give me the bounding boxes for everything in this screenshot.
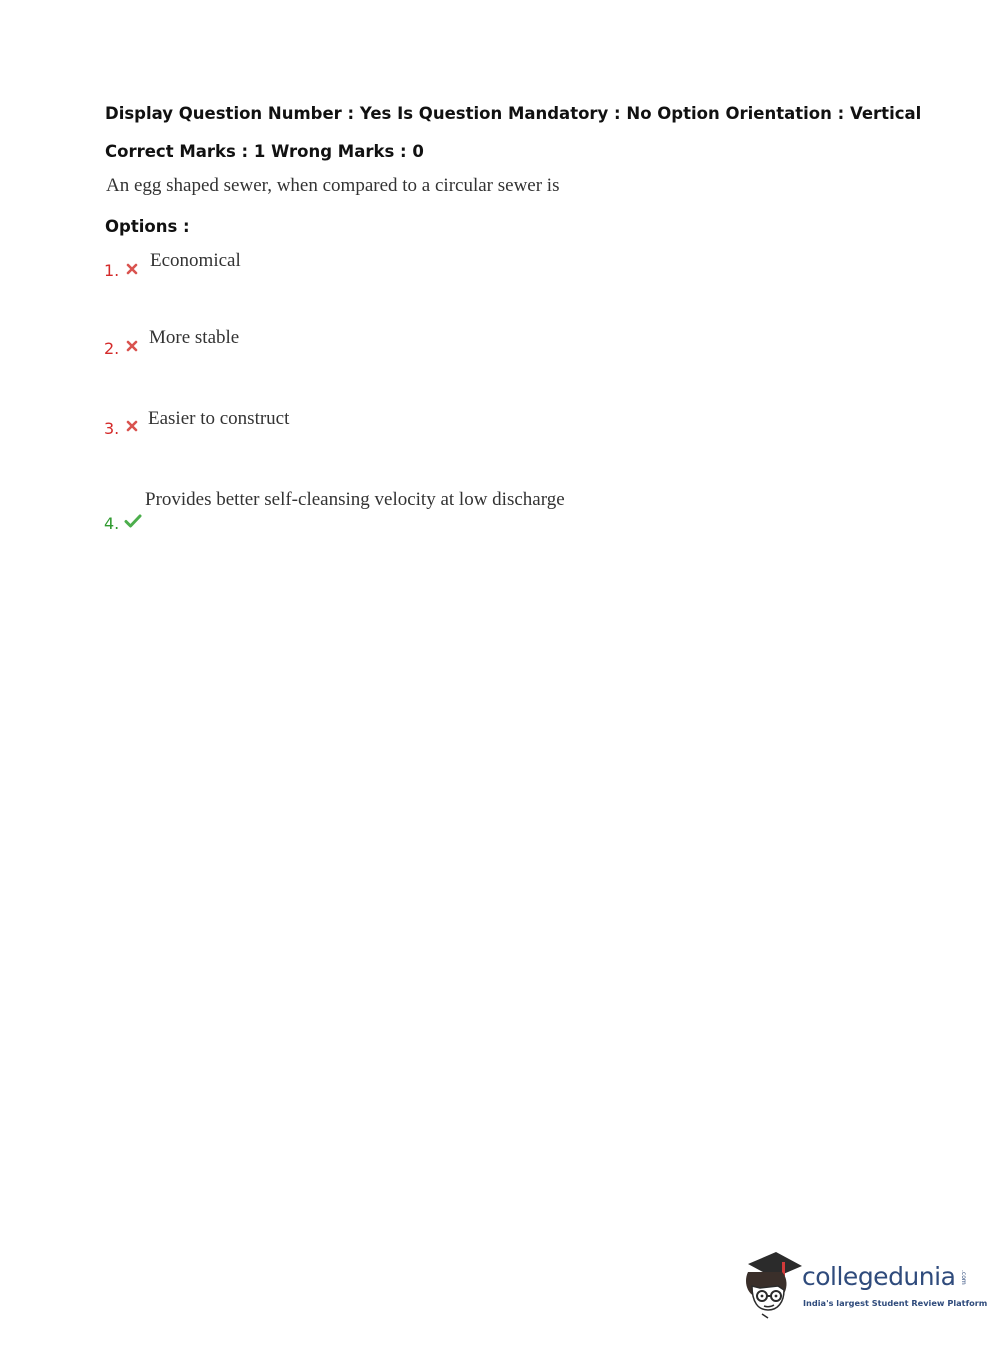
checkmark-icon <box>124 513 140 529</box>
logo-dotcom: .com <box>960 1270 967 1285</box>
option-text: Provides better self-cleansing velocity at low discharge <box>145 489 565 510</box>
option-1 <box>0 250 1001 310</box>
collegedunia-logo <box>742 1246 988 1322</box>
marks-meta-line: Correct Marks : 1 Wrong Marks : 0 <box>105 142 424 161</box>
options-heading: Options : <box>105 217 190 236</box>
question-meta-line: Display Question Number : Yes Is Question Mandatory : No Option Orientation : Vertical <box>105 104 922 123</box>
cross-icon <box>124 338 140 354</box>
logo-wordmark: collegedunia <box>802 1262 956 1291</box>
option-number: 2. <box>104 339 120 358</box>
question-text: An egg shaped sewer, when compared to a circular sewer is <box>106 175 560 196</box>
option-number: 4. <box>104 514 120 533</box>
option-text: Economical <box>150 250 241 271</box>
option-number: 3. <box>104 419 120 438</box>
option-2 <box>0 327 1001 387</box>
student-mascot-icon <box>742 1246 804 1322</box>
option-number: 1. <box>104 261 120 280</box>
option-text: More stable <box>149 327 240 348</box>
cross-icon <box>124 261 140 277</box>
logo-tagline: India's largest Student Review Platform <box>803 1298 988 1308</box>
cross-icon <box>124 418 140 434</box>
option-3 <box>0 408 1001 468</box>
option-4 <box>0 489 1001 549</box>
option-text: Easier to construct <box>148 408 290 429</box>
